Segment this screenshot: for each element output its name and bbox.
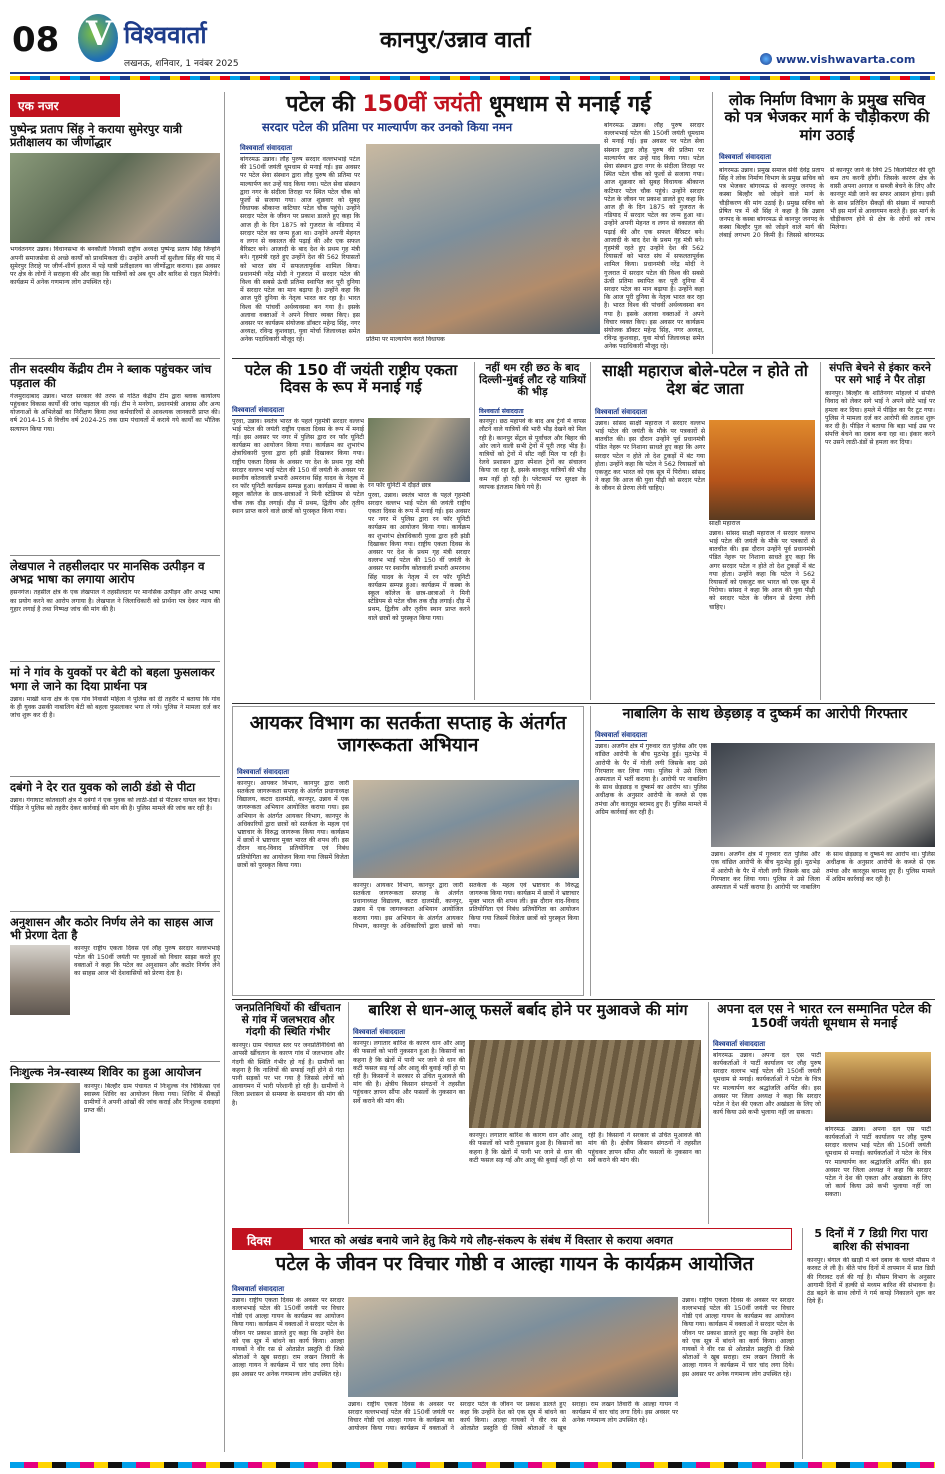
tapman-story	[802, 1228, 935, 1459]
nabalig-body: उन्नाव। अजगैन क्षेत्र में गुरुवार रात पुलिस और एक वांछित आरोपी के बीच मुठभेड़ हुई। मुठभेड़ में आरोपी के पैर में गोली लगी जिसके बाद उसे गिरफ्तार कर लिया गया। पुलिस ने उसे जिला अस्पताल में भर्ती कराया है। आरोपी पर नाबालिग के साथ छेड़छाड़ व दुष्कर्म का आरोप था। पुलिस अधीक्षक के अनुसार आरोपी के कब्जे से एक तमंचा और कारतूस बरामद हुए हैं। पुलिस मामले में अग्रिम कार्रवाई कर रही है।	[595, 743, 707, 816]
ek-nazar-label: एक नजर	[10, 94, 120, 117]
globe-icon	[760, 53, 772, 65]
sidebar-photo-6	[10, 945, 70, 1015]
tapman-headline: 5 दिनों में 7 डिग्री गिरा पारा बारिश की संभावना	[814, 1227, 928, 1253]
ekta-photo	[368, 418, 470, 482]
nabalig-photo	[711, 743, 935, 847]
divas-label: दिवस	[233, 1229, 303, 1249]
lead-story	[232, 92, 705, 354]
nabalig-byline: विश्ववार्ता संवाददाता	[595, 731, 648, 740]
chhath-byline: विश्ववार्ता संवाददाता	[479, 408, 524, 416]
ayakar-headline: आयकर विभाग का सतर्कता सप्ताह के अंतर्गत जागरूकता अभियान	[249, 712, 567, 756]
lead-headline-pre: पटेल की	[286, 92, 363, 117]
ayakar-photo	[353, 780, 579, 878]
sakshi-story	[590, 362, 815, 700]
lead-byline: विश्ववार्ता संवाददाता	[240, 144, 293, 152]
ekta-body: पुरवा, उन्नाव। स्वतंत्र भारत के पहले गृहमंत्री सरदार वल्लभ भाई पटेल की जयंती राष्ट्रीय एकता दिवस के रूप में मनाई गई। इस अवसर पर नगर में पुलिस द्वारा रन फॉर यूनिटी कार्यक्रम का आयोजन किया गया। कार्यक्रम का शुभारंभ क्षेत्राधिकारी पुरवा द्वारा हरी झंडी दिखाकर किया गया। राष्ट्रीय एकता दिवस के अवसर पर देश के प्रथम गृह मंत्री सरदार वल्लभ भाई पटेल की 150 वीं जयंती के अवसर पर स्थानीय कोतवाली प्रभारी अमरनाथ सिंह यादव के नेतृत्व में रन फॉर यूनिटी कार्यक्रम सम्पन्न हुआ। कार्यक्रम में कस्बा के स्कूल कॉलेज के छात्र-छात्राओं ने मिनी स्टेडियम से पटेल चौक तक दौड़ लगाई। दौड़ में प्रथम, द्वितीय और तृतीय स्थान प्राप्त करने वाले छात्रों को पुरस्कृत किया गया।	[232, 417, 364, 515]
top-right-byline: विश्ववार्ता संवाददाता	[719, 152, 772, 161]
aalha-body-cont: उन्नाव। राष्ट्रीय एकता दिवस के अवसर पर सरदार वल्लभभाई पटेल की 150वीं जयंती पर विचार गोष्ठी एवं आल्हा गायन के कार्यक्रम का आयोजन किया गया। कार्यक्रम में वक्ताओं ने सरदार पटेल के जीवन पर प्रकाश डालते हुए कहा कि उन्होंने देश को एक सूत्र में बांधने का कार्य किया। आल्हा गायकों ने वीर रस से ओतप्रोत प्रस्तुति दी जिसे श्रोताओं ने खूब सराहा। राम लखन तिवारी के आल्हा गायन ने कार्यक्रम में चार चांद लगा दिये। इस अवसर पर अनेक गणमान्य लोग उपस्थित रहे।	[348, 1400, 678, 1433]
nabalig-body-cont: उन्नाव। अजगैन क्षेत्र में गुरुवार रात पुलिस और एक वांछित आरोपी के बीच मुठभेड़ हुई। मुठभेड़ में आरोपी के पैर में गोली लगी जिसके बाद उसे गिरफ्तार कर लिया गया। पुलिस ने उसे जिला अस्पताल में भर्ती कराया है। आरोपी पर नाबालिग के साथ छेड़छाड़ व दुष्कर्म का आरोप था। पुलिस अधीक्षक के अनुसार आरोपी के कब्जे से एक तमंचा और कारतूस बरामद हुए हैं। पुलिस मामले में अग्रिम कार्रवाई कर रही है।	[711, 851, 935, 891]
aalha-story	[232, 1254, 797, 1459]
apnadal-photo	[825, 1052, 931, 1122]
lead-headline-post: धूमधाम से मनाई गई	[481, 92, 651, 117]
row-rule-1	[232, 358, 935, 359]
sakshi-photo	[709, 420, 815, 520]
apnadal-body: बांगरमऊ उन्नाव। अपना दल एस पार्टी कार्यकर्ताओं ने पार्टी कार्यालय पर लौह पुरुष सरदार वल्लभ भाई पटेल की 150वीं जयंती धूमधाम से मनाई। कार्यकर्ताओं ने पटेल के चित्र पर माल्यार्पण कर श्रद्धांजलि अर्पित की। इस अवसर पर जिला अध्यक्ष ने कहा कि सरदार पटेल ने देश की एकता और अखंडता के लिए जो कार्य किया उसे कभी भुलाया नहीं जा सकता।	[713, 1051, 821, 1117]
sidebar-body-4: उन्नाव। माखी थाना क्षेत्र के एक गांव निवासी महिला ने पुलिस को दी तहरीर में बताया कि गांव के ही युवक उसकी नाबालिग बेटी को बहला फुसलाकर भगा ले गये। पुलिस ने मामला दर्ज कर जांच शुरू कर दी है।	[10, 695, 220, 720]
sidebar-headline-7: निःशुल्क नेत्र-स्वास्थ्य शिविर का हुआ आयोजन	[10, 1061, 220, 1079]
lead-body-left: बांगरमऊ उन्नाव। लौह पुरुष सरदार वल्लभभाई पटेल की 150वीं जयंती धूमधाम से मनाई गई। इस अवसर पर पटेल सेवा संस्थान द्वारा लौह पुरुष की प्रतिमा पर माल्यार्पण कर उन्हें याद किया गया। पटेल सेवा संस्थान द्वारा नगर के संदीला तिराहा पर स्थित पटेल चौक को फूलों से सजाया गया। आज शुक्रवार को सुबह विधायक श्रीकान्त कटियार पटेल चौक पहुंचे। उन्होंने सरदार पटेल के जीवन पर प्रकाश डालते हुए कहा कि आज ही के दिन 1875 को गुजरात के नडियाद में सरदार पटेल का जन्म हुआ था। उन्होंने अपनी मेहनत व लगन से वकालत की पढ़ाई की और एक सफल बैरिस्टर बने। आजादी के बाद देश के प्रथम गृह मंत्री बने। गृहमंत्री रहते हुए उन्होंने देश की 562 रियासतों को भारत संघ में सफलतापूर्वक शामिल किया। प्रधानमंत्री नरेंद्र मोदी ने गुजरात में सरदार पटेल की विश्व की सबसे ऊंची प्रतिमा स्थापित कर पूरी दुनिया में सरदार पटेल का मान बढ़ाया है। उन्होंने कहा कि आज पूरी दुनिया के नेतृत्व भारत कर रहा है। भारत विश्व की पांचवीं अर्थव्यवस्था बन गया है। इसके अलावा वक्ताओं ने अपने विचार व्यक्त किए। इस अवसर पर कार्यक्रम संयोजक डॉक्टर महेन्द्र सिंह, नगर अध्यक्ष, रविन्द्र कुशवाहा, युवा मोर्चा जिलाध्यक्ष समेत अनेक पदाधिकारी मौजूद रहे।	[240, 156, 360, 344]
aalha-byline: विश्ववार्ता संवाददाता	[232, 1284, 285, 1293]
section-title: कानपुर/उन्नाव वार्ता	[380, 28, 531, 53]
page-number: 08	[12, 20, 60, 60]
paper-name: विश्ववार्ता	[124, 21, 207, 49]
chhath-body: कानपुर। छठ महापर्व के बाद अब ट्रेनों में वापस लौटने वाले यात्रियों की भारी भीड़ देखने को मिल रही है। कानपुर सेंट्रल से पूर्वांचल और बिहार की ओर जाने वाली सभी ट्रेनों में पूरी तरह भीड़ है। यात्रियों को ट्रेनों में सीट नहीं मिल पा रही है। रेलवे प्रशासन द्वारा स्पेशल ट्रेनों का संचालन किया जा रहा है, इसके बावजूद यात्रियों की भीड़ कम नहीं हो रही है। प्लेटफार्म पर सुरक्षा के व्यापक इंतजाम किये गये हैं।	[479, 418, 586, 491]
barish-body: कानपुर। लगातार बारिश के कारण धान और आलू की फसलों को भारी नुकसान हुआ है। किसानों का कहना है कि खेतों में पानी भर जाने से धान की कटी फसल सड़ गई और आलू की बुवाई नहीं हो पा रही है। किसानों ने सरकार से उचित मुआवजे की मांग की है। क्षेत्रीय किसान संगठनों ने तहसील पहुंचकर ज्ञापन सौंपा और फसलों के नुकसान का सर्वे कराने की मांग की।	[353, 1040, 465, 1105]
barish-story	[348, 1002, 703, 1224]
sakshi-headline: साक्षी महाराज बोले-पटेल न होते तो देश बंट जाता	[602, 361, 808, 399]
tapman-body: कानपुर। बंगाल की खाड़ी में बने दबाव के चलते मौसम ने करवट ले ली है। बीते पांच दिनों में तापमान में सात डिग्री की गिरावट दर्ज की गई है। मौसम विभाग के अनुसार आगामी दिनों में हल्की से मध्यम बारिश की संभावना है। ठंड बढ़ने के साथ लोगों ने गर्म कपड़े निकालने शुरू कर दिये हैं।	[807, 1257, 935, 1306]
row-rule-3	[232, 999, 935, 1000]
sidebar-body-7: कानपुर। बिल्हौर ग्राम पंचायत में निःशुल्क नेत्र चिकित्सा एवं स्वास्थ्य शिविर का आयोजन किया गया। शिविर में सैकड़ों ग्रामीणों ने अपनी आंखों की जांच कराई और निःशुल्क दवाइयां प्राप्त कीं।	[84, 1082, 220, 1115]
ekta-headline: पटेल की 150 वीं जयंती राष्ट्रीय एकता दिवस के रूप में मनाई गई	[244, 361, 458, 397]
aalha-photo	[348, 1297, 678, 1397]
top-right-body: बांगरमऊ उन्नाव। प्रमुख समाज सेवी देवेंद्र प्रताप सिंह ने लोक निर्माण विभाग के प्रमुख सचिव को पत्र भेजकर बांगरमऊ से कानपुर जनपद के कस्बा बिल्हौर को जोड़ने वाले मार्ग के चौड़ीकरण की मांग उठाई है। प्रमुख सचिव को प्रेषित पत्र में श्री सिंह ने कहा है कि उन्नाव जनपद के कस्बा बांगरमऊ से कानपुर जनपद के कस्बा बिल्हौर पुल को जोड़ने वाले मार्ग की लंबाई लगभग 20 किमी है। जिससे बांगरमऊ से कानपुर जाने के लिये 25 किलोमीटर की दूरी कम तय करनी होगी। जिसके कारण क्षेत्र के वासी अपना अनाज व सब्जी बेचने के लिए और कानपुर मंडी जाने का सफर आसान होगा। इसी के साथ प्रतिदिन सैकड़ों की संख्या में व्यापारी भी इस मार्ग से आवागमन करते हैं। इस मार्ग के चौड़ीकरण होने से क्षेत्र के लोगों को लाभ मिलेगा।	[719, 166, 935, 240]
aalha-body-right: उन्नाव। राष्ट्रीय एकता दिवस के अवसर पर सरदार वल्लभभाई पटेल की 150वीं जयंती पर विचार गोष्ठी एवं आल्हा गायन के कार्यक्रम का आयोजन किया गया। कार्यक्रम में वक्ताओं ने सरदार पटेल के जीवन पर प्रकाश डालते हुए कहा कि उन्होंने देश को एक सूत्र में बांधने का कार्य किया। आल्हा गायकों ने वीर रस से ओतप्रोत प्रस्तुति दी जिसे श्रोताओं ने खूब सराहा। राम लखन तिवारी के आल्हा गायन ने कार्यक्रम में चार चांद लगा दिये। इस अवसर पर अनेक गणमान्य लोग उपस्थित रहे।	[682, 1296, 794, 1378]
footer-color-bar	[10, 1462, 935, 1468]
barish-photo	[469, 1040, 701, 1128]
divas-strip	[232, 1228, 792, 1250]
lead-subhead: सरदार पटेल की प्रतिमा पर माल्यार्पण कर उनको किया नमन	[262, 120, 513, 135]
row-rule-2	[232, 703, 935, 704]
divas-text: भारत को अखंड बनाये जाने हेतु किये गये लौह-संकल्प के संबंध में विस्तार से कराया अवगत	[309, 1234, 673, 1247]
ayakar-byline: विश्ववार्ता संवाददाता	[237, 767, 290, 776]
sidebar-body-3: हसनगंज। तहसील क्षेत्र के एक लेखपाल ने तहसीलदार पर मानसिक उत्पीड़न और अभद्र भाषा का प्रयोग करने का आरोप लगाया है। लेखपाल ने जिलाधिकारी को प्रार्थना पत्र देकर न्याय की गुहार लगाई है तथा निष्पक्ष जांच की मांग की है।	[10, 589, 220, 613]
sampatti-body: कानपुर। बिल्हौर के शांतिनगर मोहल्ले में संपत्ति विवाद को लेकर सगे भाई ने अपने छोटे भाई पर हमला कर दिया। हमले में पीड़ित का पैर टूट गया। पुलिस ने मामला दर्ज कर आरोपी की तलाश शुरू कर दी है। पीड़ित ने बताया कि बड़ा भाई उस पर संपत्ति बेचने का दबाव बना रहा था। इंकार करने पर उसने लाठी-डंडों से हमला कर दिया।	[825, 390, 935, 447]
apnadal-body-cont: बांगरमऊ उन्नाव। अपना दल एस पार्टी कार्यकर्ताओं ने पार्टी कार्यालय पर लौह पुरुष सरदार वल्लभ भाई पटेल की 150वीं जयंती धूमधाम से मनाई। कार्यकर्ताओं ने पटेल के चित्र पर माल्यार्पण कर श्रद्धांजलि अर्पित की। इस अवसर पर जिला अध्यक्ष ने कहा कि सरदार पटेल ने देश की एकता और अखंडता के लिए जो कार्य किया उसे कभी भुलाया नहीं जा सकता।	[825, 1125, 931, 1199]
ekta-story	[232, 362, 470, 700]
chhath-story	[474, 362, 586, 700]
sidebar-headline-3: लेखपाल ने तहसीलदार पर मानसिक उत्पीड़न व अभद्र भाषा का लगाया आरोप	[10, 555, 220, 586]
sidebar-headline-4: मां ने गांव के युवकों पर बेटी को बहला फुसलाकर भगा ले जाने का दिया प्रार्थना पत्र	[10, 661, 220, 692]
sidebar-body-1: भगवंतनगर उन्नाव। विधानसभा के बनकौली निवासी राष्ट्रीय अध्यक्ष पुष्पेन्द्र प्रताप सिंह जिन्होंने अपनी समाजसेवा से अच्छे कार्यों को प्राथमिकता दी। उन्होंने अपनी माँ सुशीला सिंह की याद में सुमेरपुर तिराहे पर जीर्ण-शीर्ण हालत में पड़े यात्री प्रतीक्षालय का जीर्णोद्धार कराया। इस अवसर पर क्षेत्र के लोगों ने सराहना की और कहा कि यात्रियों को अब धूप और बारिश से राहत मिलेगी। कार्यक्रम में अनेक गणमान्य लोग उपस्थित रहे।	[10, 246, 220, 287]
apnadal-headline: अपना दल एस ने भारत रत्न सम्मानित पटेल की 150वीं जयंती धूमधाम से मनाई	[716, 1001, 932, 1031]
ekta-byline: विश्ववार्ता संवाददाता	[232, 405, 285, 414]
sakshi-body-cont: उन्नाव। सांसद साक्षी महाराज ने सरदार वल्लभ भाई पटेल की जयंती के मौके पर पत्रकारों से बातचीत की। इस दौरान उन्होंने पूर्व प्रधानमंत्री पंडित नेहरू पर निशाना साधते हुए कहा कि अगर सरदार पटेल न होते तो देश टुकड़ों में बंट गया होता। उन्होंने कहा कि पटेल ने 562 रियासतों को एकजुट कर भारत को एक सूत्र में पिरोया। सांसद ने कहा कि आज की युवा पीढ़ी को सरदार पटेल के जीवन से प्रेरणा लेनी चाहिए।	[709, 529, 815, 611]
lead-headline	[232, 92, 705, 117]
barish-byline: विश्ववार्ता संवाददाता	[353, 1028, 406, 1037]
sidebar	[10, 92, 225, 1452]
lead-photo	[366, 144, 600, 334]
ekta-photo-caption: रन फॉर यूनिटी में दौड़ते छात्र	[368, 481, 431, 489]
chhath-headline: नहीं थम रही छठ के बाद दिल्ली-मुंबई लौट रहे यात्रियों की भीड़	[479, 362, 586, 399]
sampatti-story	[820, 362, 935, 700]
top-right-story	[712, 92, 935, 354]
sakshi-photo-caption: साक्षी महाराज	[709, 519, 741, 527]
aalha-headline: पटेल के जीवन पर विचार गोष्ठी व आल्हा गायन के कार्यक्रम आयोजित	[275, 1253, 754, 1275]
lead-photo-caption: प्रतिमा पर माल्यार्पण करते विधायक	[366, 336, 445, 343]
apnadal-story	[708, 1002, 935, 1224]
masthead-rule	[10, 72, 935, 74]
apnadal-byline: विश्ववार्ता संवाददाता	[713, 1039, 766, 1048]
sidebar-photo-1	[10, 153, 220, 243]
nabalig-headline: नाबालिग के साथ छेड़छाड़ व दुष्कर्म का आरोपी गिरफ्तार	[622, 706, 908, 722]
website[interactable]: www.vishwavarta.com	[776, 53, 916, 66]
lead-headline-accent: 150वीं जयंती	[362, 92, 482, 117]
ayakar-body-cont: कानपुर। आयकर विभाग, कानपुर द्वारा जारी सतर्कता जागरूकता सप्ताह के अंतर्गत प्रधानाध्यक्ष विद्यालय, कटरा दालमंडी, कानपुर, उन्नाव में एक जागरूकता अभियान आयोजित कराया गया। इस अभियान के अंतर्गत आयकर विभाग, कानपुर के अधिकारियों द्वारा छात्रों को सतर्कता के महत्व एवं भ्रष्टाचार के विरुद्ध जागरूक किया गया। कार्यक्रम में छात्रों ने भ्रष्टाचार मुक्त भारत की शपथ ली। इस दौरान वाद-विवाद प्रतियोगिता एवं निबंध प्रतियोगिता का आयोजन किया गया जिसमें विजेता छात्रों को पुरस्कृत किया गया।	[353, 881, 579, 930]
sidebar-body-5: उन्नाव। गंगाघाट कोतवाली क्षेत्र में दबंगों ने एक युवक को लाठी-डंडों से पीटकर घायल कर दिया। पीड़ित ने पुलिस को तहरीर देकर कार्रवाई की मांग की है। पुलिस मामले की जांच कर रही है।	[10, 796, 220, 813]
barish-body-cont: कानपुर। लगातार बारिश के कारण धान और आलू की फसलों को भारी नुकसान हुआ है। किसानों का कहना है कि खेतों में पानी भर जाने से धान की कटी फसल सड़ गई और आलू की बुवाई नहीं हो पा रही है। किसानों ने सरकार से उचित मुआवजे की मांग की है। क्षेत्रीय किसान संगठनों ने तहसील पहुंचकर ज्ञापन सौंपा और फसलों के नुकसान का सर्वे कराने की मांग की।	[469, 1132, 701, 1164]
sidebar-body-6: कानपुर राष्ट्रीय एकता दिवस एवं लौह पुरुष सरदार वल्लभभाई पटेल की 150वीं जयंती पर युवाओं को विचार साझा करते हुए वक्ताओं ने कहा कि पटेल का अनुशासन और कठोर निर्णय लेने का साहस आज भी देशवासियों को प्रेरणा देता है।	[74, 945, 220, 978]
jalbharav-body: कानपुर। ग्राम पंचायत स्तर पर जनप्रतिनिधियों की आपसी खींचतान के कारण गांव में जलभराव और गंदगी की स्थिति गंभीर हो गई है। ग्रामीणों का कहना है कि नालियों की सफाई नहीं होने से गंदा पानी सड़कों पर भर गया है जिससे लोगों को आवागमन में भारी परेशानी हो रही है। ग्रामीणों ने जिला प्रशासन से समस्या के समाधान की मांग की है।	[232, 1042, 344, 1107]
jalbharav-headline: जनप्रतिनिधियों की खींचतान से गांव में जलभराव और गंदगी की स्थिति गंभीर	[235, 1002, 341, 1039]
sidebar-headline-6: अनुशासन और कठोर निर्णय लेने का साहस आज भी प्रेरणा देता है	[10, 911, 220, 942]
barish-headline: बारिश से धान-आलू फसलें बर्बाद होने पर मुआवजे की मांग	[368, 1001, 688, 1019]
sakshi-byline: विश्ववार्ता संवाददाता	[595, 407, 648, 416]
sidebar-body-2: गंजमुरादाबाद उन्नाव। भारत सरकार की तरफ से गठित केंद्रीय टीम द्वारा ब्लाक कार्यालय पहुंचकर विकास कार्यों की जांच पड़ताल की गई। टीम ने मनरेगा, प्रधानमंत्री आवास और अन्य योजनाओं के अभिलेखों का निरीक्षण किया तथा कर्मचारियों से आवश्यक जानकारी प्राप्त की। वर्ष 2014-15 से वित्तीय वर्ष 2024-25 तक ग्राम पंचायतों में कराये गये कार्यों का भौतिक सत्यापन किया गया।	[10, 392, 220, 433]
ekta-body-cont: पुरवा, उन्नाव। स्वतंत्र भारत के पहले गृहमंत्री सरदार वल्लभ भाई पटेल की जयंती राष्ट्रीय एकता दिवस के रूप में मनाई गई। इस अवसर पर नगर में पुलिस द्वारा रन फॉर यूनिटी कार्यक्रम का आयोजन किया गया। कार्यक्रम का शुभारंभ क्षेत्राधिकारी पुरवा द्वारा हरी झंडी दिखाकर किया गया। राष्ट्रीय एकता दिवस के अवसर पर देश के प्रथम गृह मंत्री सरदार वल्लभ भाई पटेल की 150 वीं जयंती के अवसर पर स्थानीय कोतवाली प्रभारी अमरनाथ सिंह यादव के नेतृत्व में रन फॉर यूनिटी कार्यक्रम सम्पन्न हुआ। कार्यक्रम में कस्बा के स्कूल कॉलेज के छात्र-छात्राओं ने मिनी स्टेडियम से पटेल चौक तक दौड़ लगाई। दौड़ में प्रथम, द्वितीय और तृतीय स्थान प्राप्त करने वाले छात्रों को पुरस्कृत किया गया।	[368, 491, 470, 622]
lead-body-right: बांगरमऊ उन्नाव। लौह पुरुष सरदार वल्लभभाई पटेल की 150वीं जयंती धूमधाम से मनाई गई। इस अवसर पर पटेल सेवा संस्थान द्वारा लौह पुरुष की प्रतिमा पर माल्यार्पण कर उन्हें याद किया गया। पटेल सेवा संस्थान द्वारा नगर के संदीला तिराहा पर स्थित पटेल चौक को फूलों से सजाया गया। आज शुक्रवार को सुबह विधायक श्रीकान्त कटियार पटेल चौक पहुंचे। उन्होंने सरदार पटेल के जीवन पर प्रकाश डालते हुए कहा कि आज ही के दिन 1875 को गुजरात के नडियाद में सरदार पटेल का जन्म हुआ था। उन्होंने अपनी मेहनत व लगन से वकालत की पढ़ाई की और एक सफल बैरिस्टर बने। आजादी के बाद देश के प्रथम गृह मंत्री बने। गृहमंत्री रहते हुए उन्होंने देश की 562 रियासतों को भारत संघ में सफलतापूर्वक शामिल किया। प्रधानमंत्री नरेंद्र मोदी ने गुजरात में सरदार पटेल की विश्व की सबसे ऊंची प्रतिमा स्थापित कर पूरी दुनिया में सरदार पटेल का मान बढ़ाया है। उन्होंने कहा कि आज पूरी दुनिया के नेतृत्व भारत कर रहा है। भारत विश्व की पांचवीं अर्थव्यवस्था बन गया है। इसके अलावा वक्ताओं ने अपने विचार व्यक्त किए। इस अवसर पर कार्यक्रम संयोजक डॉक्टर महेन्द्र सिंह, नगर अध्यक्ष, रविन्द्र कुशवाहा, युवा मोर्चा जिलाध्यक्ष समेत अनेक पदाधिकारी मौजूद रहे।	[604, 122, 704, 351]
ayakar-body: कानपुर। आयकर विभाग, कानपुर द्वारा जारी सतर्कता जागरूकता सप्ताह के अंतर्गत प्रधानाध्यक्ष विद्यालय, कटरा दालमंडी, कानपुर, उन्नाव में एक जागरूकता अभियान आयोजित कराया गया। इस अभियान के अंतर्गत आयकर विभाग, कानपुर के अधिकारियों द्वारा छात्रों को सतर्कता के महत्व एवं भ्रष्टाचार के विरुद्ध जागरूक किया गया। कार्यक्रम में छात्रों ने भ्रष्टाचार मुक्त भारत की शपथ ली। इस दौरान वाद-विवाद प्रतियोगिता एवं निबंध प्रतियोगिता का आयोजन किया गया जिसमें विजेता छात्रों को पुरस्कृत किया गया।	[237, 779, 349, 869]
sidebar-photo-7	[10, 1083, 80, 1153]
sidebar-headline-5: दबंगो ने देर रात युवक को लाठी डंडो से पीटा	[10, 776, 220, 794]
sakshi-body: उन्नाव। सांसद साक्षी महाराज ने सरदार वल्लभ भाई पटेल की जयंती के मौके पर पत्रकारों से बातचीत की। इस दौरान उन्होंने पूर्व प्रधानमंत्री पंडित नेहरू पर निशाना साधते हुए कहा कि अगर सरदार पटेल न होते तो देश टुकड़ों में बंट गया होता। उन्होंने कहा कि पटेल ने 562 रियासतों को एकजुट कर भारत को एक सूत्र में पिरोया। सांसद ने कहा कि आज की युवा पीढ़ी को सरदार पटेल के जीवन से प्रेरणा लेनी चाहिए।	[595, 419, 705, 493]
sidebar-headline-1: पुष्पेन्द्र प्रताप सिंह ने कराया सुमेरपुर यात्री प्रतीक्षालय का जीर्णोद्धार	[10, 122, 183, 150]
paper-logo-v-icon: V	[86, 14, 113, 54]
aalha-body: उन्नाव। राष्ट्रीय एकता दिवस के अवसर पर सरदार वल्लभभाई पटेल की 150वीं जयंती पर विचार गोष्ठी एवं आल्हा गायन के कार्यक्रम का आयोजन किया गया। कार्यक्रम में वक्ताओं ने सरदार पटेल के जीवन पर प्रकाश डालते हुए कहा कि उन्होंने देश को एक सूत्र में बांधने का कार्य किया। आल्हा गायकों ने वीर रस से ओतप्रोत प्रस्तुति दी जिसे श्रोताओं ने खूब सराहा। राम लखन तिवारी के आल्हा गायन ने कार्यक्रम में चार चांद लगा दिये। इस अवसर पर अनेक गणमान्य लोग उपस्थित रहे।	[232, 1296, 344, 1378]
dateline: लखनऊ, शनिवार, 1 नवंबर 2025	[124, 59, 239, 69]
sampatti-headline: संपत्ति बेचने से इंकार करने पर सगे भाई ने पैर तोड़ा	[829, 362, 931, 387]
jalbharav-story	[232, 1002, 344, 1224]
ayakar-story	[232, 706, 584, 996]
top-right-headline: लोक निर्माण विभाग के प्रमुख सचिव को पत्र भेजकर मार्ग के चौड़ीकरण की मांग उठाई	[724, 91, 930, 144]
nabalig-story	[590, 706, 935, 996]
sidebar-headline-2: तीन सदस्यीय केंद्रीय टीम ने ब्लाक पहुंचकर जांच पड़ताल की	[10, 358, 220, 389]
masthead-rule-accent	[10, 76, 935, 80]
